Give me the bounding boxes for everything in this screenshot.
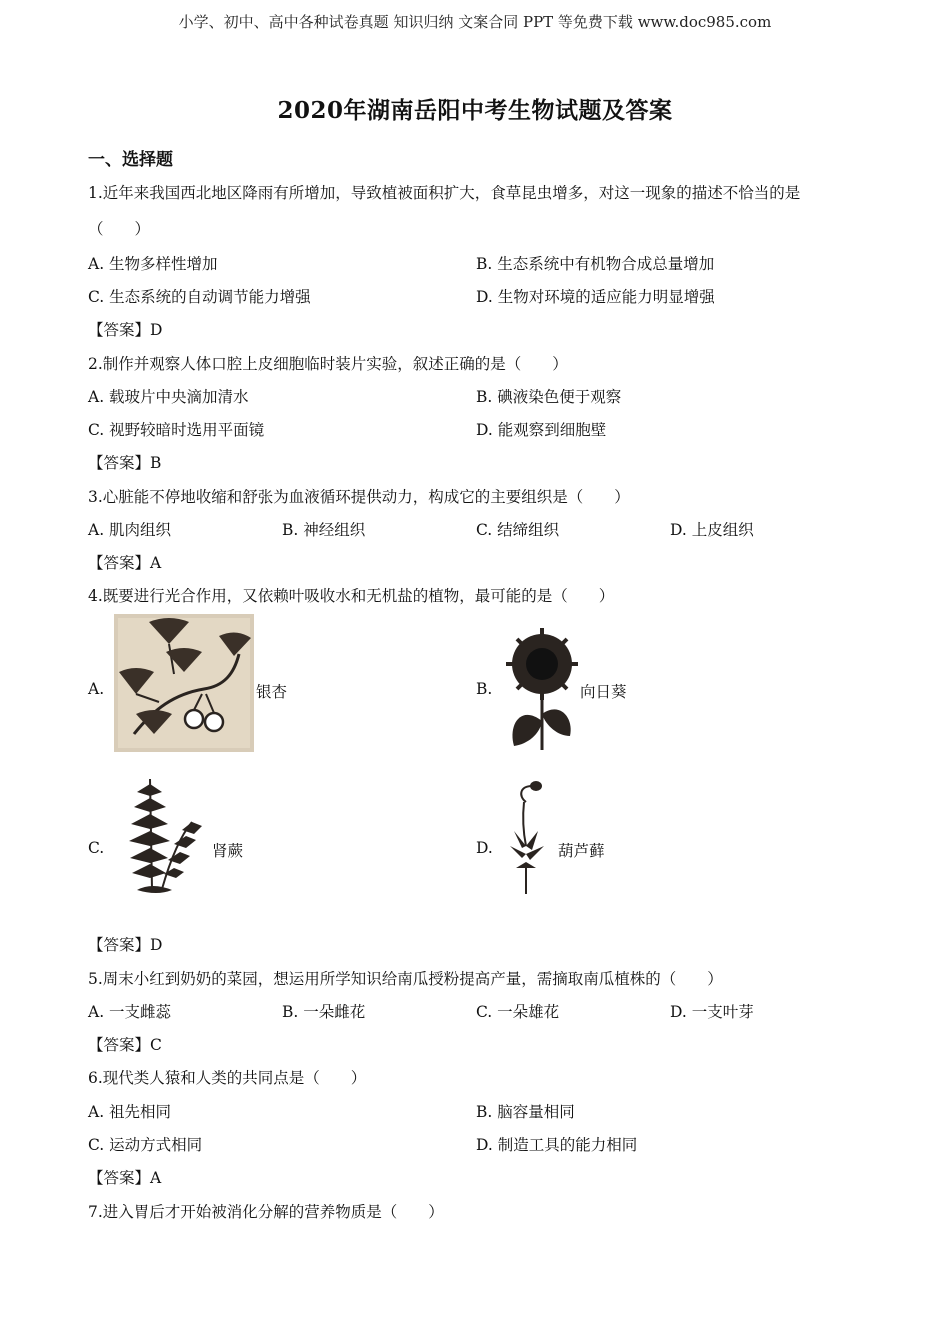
question-1-answer: 【答案】D: [88, 321, 163, 339]
question-5-option-c: C. 一朵雄花: [476, 1003, 560, 1021]
question-4-option-d-name: 葫芦藓: [558, 842, 605, 860]
question-3-option-d: D. 上皮组织: [670, 521, 754, 539]
question-5-option-a: A. 一支雌蕊: [88, 1003, 172, 1021]
question-5-option-b: B. 一朵雌花: [282, 1003, 366, 1021]
question-4-stem: 4.既要进行光合作用，又依赖叶吸收水和无机盐的植物，最可能的是（ ）: [88, 587, 615, 605]
sunflower-image: [500, 626, 580, 750]
question-1-paren: （ ）: [88, 220, 151, 238]
question-6-option-a: A. 祖先相同: [88, 1103, 172, 1121]
question-4-option-c-name: 肾蕨: [212, 842, 244, 860]
question-6-option-c: C. 运动方式相同: [88, 1136, 203, 1154]
question-1-stem: 1.近年来我国西北地区降雨有所增加，导致植被面积扩大，食草昆虫增多，对这一现象的描述不恰当的是: [88, 184, 801, 202]
question-2-option-c: C. 视野较暗时选用平面镜: [88, 421, 265, 439]
question-5-stem: 5.周末小红到奶奶的菜园，想运用所学知识给南瓜授粉提高产量，需摘取南瓜植株的（ ）: [88, 970, 723, 988]
question-4-option-a-name: 银杏: [256, 683, 288, 701]
question-2-option-a: A. 载玻片中央滴加清水: [88, 388, 249, 406]
question-2-option-b: B. 碘液染色便于观察: [476, 388, 622, 406]
question-2-answer: 【答案】B: [88, 454, 162, 472]
question-3-option-b: B. 神经组织: [282, 521, 366, 539]
question-5-option-d: D. 一支叶芽: [670, 1003, 754, 1021]
question-4-option-a-letter: A.: [88, 680, 105, 698]
question-3-option-a: A. 肌肉组织: [88, 521, 172, 539]
question-3-stem: 3.心脏能不停地收缩和舒张为血液循环提供动力，构成它的主要组织是（ ）: [88, 488, 630, 506]
question-4-answer: 【答案】D: [88, 936, 163, 954]
question-1-option-b: B. 生态系统中有机物合成总量增加: [476, 255, 715, 273]
question-6-stem: 6.现代类人猿和人类的共同点是（ ）: [88, 1069, 367, 1087]
question-1-option-a: A. 生物多样性增加: [88, 255, 218, 273]
question-1-option-c: C. 生态系统的自动调节能力增强: [88, 288, 311, 306]
question-3-answer: 【答案】A: [88, 554, 162, 572]
page-header: 小学、初中、高中各种试卷真题 知识归纳 文案合同 PPT 等免费下载 www.doc985.com: [178, 13, 772, 31]
question-4-option-b-letter: B.: [476, 680, 493, 698]
question-2-option-d: D. 能观察到细胞壁: [476, 421, 607, 439]
question-3-option-c: C. 结缔组织: [476, 521, 560, 539]
question-1-option-d: D. 生物对环境的适应能力明显增强: [476, 288, 715, 306]
question-2-stem: 2.制作并观察人体口腔上皮细胞临时装片实验，叙述正确的是（ ）: [88, 355, 568, 373]
question-6-option-b: B. 脑容量相同: [476, 1103, 575, 1121]
question-7-stem: 7.进入胃后才开始被消化分解的营养物质是（ ）: [88, 1203, 444, 1221]
fern-image: [122, 774, 212, 898]
question-4-option-b-name: 向日葵: [580, 683, 627, 701]
question-4-option-c-letter: C.: [88, 839, 105, 857]
question-4-option-d-letter: D.: [476, 839, 493, 857]
question-5-answer: 【答案】C: [88, 1036, 162, 1054]
moss-image: [508, 776, 558, 898]
page-title: 2020年湖南岳阳中考生物试题及答案: [277, 97, 673, 124]
question-6-answer: 【答案】A: [88, 1169, 162, 1187]
question-6-option-d: D. 制造工具的能力相同: [476, 1136, 638, 1154]
section-heading: 一、选择题: [88, 150, 173, 170]
ginkgo-image: [114, 614, 254, 752]
